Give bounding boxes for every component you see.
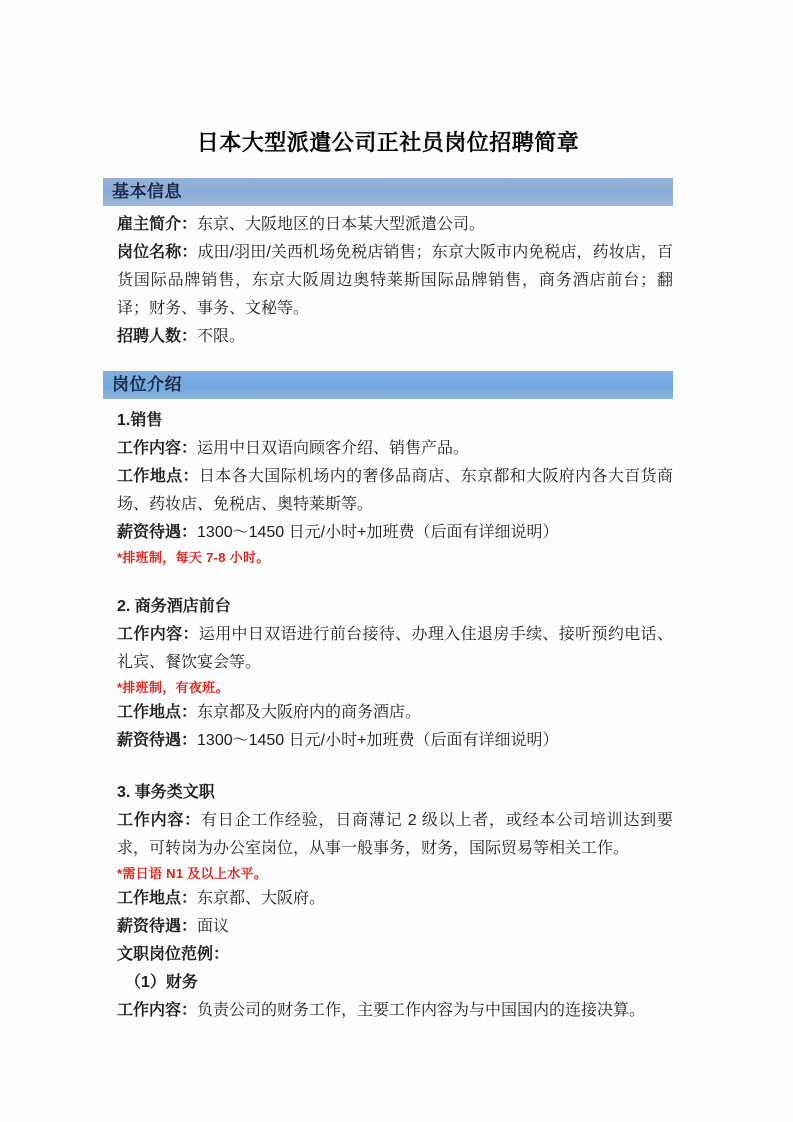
salary-value: 1300～1450 日元/小时+加班费（后面有详细说明） (197, 732, 559, 749)
content-value: 运用中日双语进行前台接待、办理入住退房手续、接听预约电话、礼宾、餐饮宴会等。 (117, 626, 673, 671)
job-hotel-heading: 2. 商务酒店前台 (117, 598, 231, 615)
field-job-names (117, 239, 673, 323)
location-label: 工作地点： (117, 468, 199, 485)
job-hotel-location-row (117, 699, 673, 727)
field-employer (117, 211, 673, 239)
employer-label: 雇主简介： (117, 216, 198, 233)
section-job-intro (103, 371, 673, 1025)
job-names-value: 成田/羽田/关西机场免税店销售；东京大阪市内免税店，药妆店，百货国际品牌销售，东京大阪周边奥特莱斯国际品牌销售，商务酒店前台；翻译；财务、事务、文秘等。 (117, 244, 673, 317)
job-clerk-content-row (117, 807, 673, 863)
headcount-label: 招聘人数： (117, 328, 198, 345)
job-sales-salary-row (117, 519, 673, 547)
section-body-job-intro (103, 399, 673, 1025)
location-value: 东京都及大阪府内的商务酒店。 (197, 704, 422, 721)
clerk-example1-heading: （1）财务 (125, 974, 198, 991)
job-office-clerk (117, 779, 673, 1025)
content-label: 工作内容： (117, 1002, 198, 1019)
job-clerk-note: *需日语 N1 及以上水平。 (117, 866, 268, 881)
job-hotel-note: *排班制，有夜班。 (117, 680, 229, 695)
clerk-examples-heading: 文职岗位范例： (117, 946, 230, 963)
job-names-label: 岗位名称： (117, 244, 198, 261)
employer-value: 东京、大阪地区的日本某大型派遣公司。 (197, 216, 486, 233)
headcount-value: 不限。 (197, 328, 246, 345)
job-clerk-heading: 3. 事务类文职 (117, 784, 215, 801)
content-label: 工作内容： (117, 440, 198, 457)
job-clerk-location-row (117, 885, 673, 913)
location-value: 东京都、大阪府。 (197, 890, 326, 907)
job-clerk-salary-row (117, 913, 673, 941)
job-hotel-content-row (117, 621, 673, 677)
section-header-label: 岗位介绍 (112, 375, 182, 394)
content-label: 工作内容： (117, 812, 201, 829)
salary-value: 1300～1450 日元/小时+加班费（后面有详细说明） (197, 524, 559, 541)
salary-value: 面议 (197, 918, 230, 935)
location-label: 工作地点： (117, 890, 198, 907)
page-title: 日本大型派遣公司正社员岗位招聘简章 (196, 130, 580, 155)
salary-label: 薪资待遇： (117, 732, 198, 749)
salary-label: 薪资待遇： (117, 918, 198, 935)
content-value: 有日企工作经验，日商薄记 2 级以上者，或经本公司培训达到要求，可转岗为办公室岗位，从事一般事务，财务，国际贸易等相关工作。 (117, 812, 673, 857)
section-header-basic-info (103, 178, 673, 206)
job-sales-location-row (117, 463, 673, 519)
section-body-basic-info (103, 206, 673, 351)
location-label: 工作地点： (117, 704, 198, 721)
location-value: 日本各大国际机场内的奢侈品商店、东京都和大阪府内各大百货商场、药妆店、免税店、奥特莱斯等。 (117, 468, 673, 513)
section-header-job-intro (103, 371, 673, 399)
content-value: 运用中日双语向顾客介绍、销售产品。 (197, 440, 470, 457)
section-header-label: 基本信息 (112, 182, 182, 201)
content-value: 负责公司的财务工作，主要工作内容为与中国国内的连接决算。 (197, 1002, 646, 1019)
salary-label: 薪资待遇： (117, 524, 198, 541)
job-hotel-front-desk (117, 593, 673, 755)
field-headcount (117, 323, 673, 351)
job-hotel-salary-row (117, 727, 673, 755)
job-sales (117, 407, 673, 569)
job-sales-content-row (117, 435, 673, 463)
job-sales-note: *排班制，每天 7-8 小时。 (117, 550, 270, 565)
clerk-example1-content-row (117, 997, 673, 1025)
section-basic-info (103, 178, 673, 351)
content-label: 工作内容： (117, 626, 199, 643)
job-sales-heading: 1.销售 (117, 412, 163, 429)
